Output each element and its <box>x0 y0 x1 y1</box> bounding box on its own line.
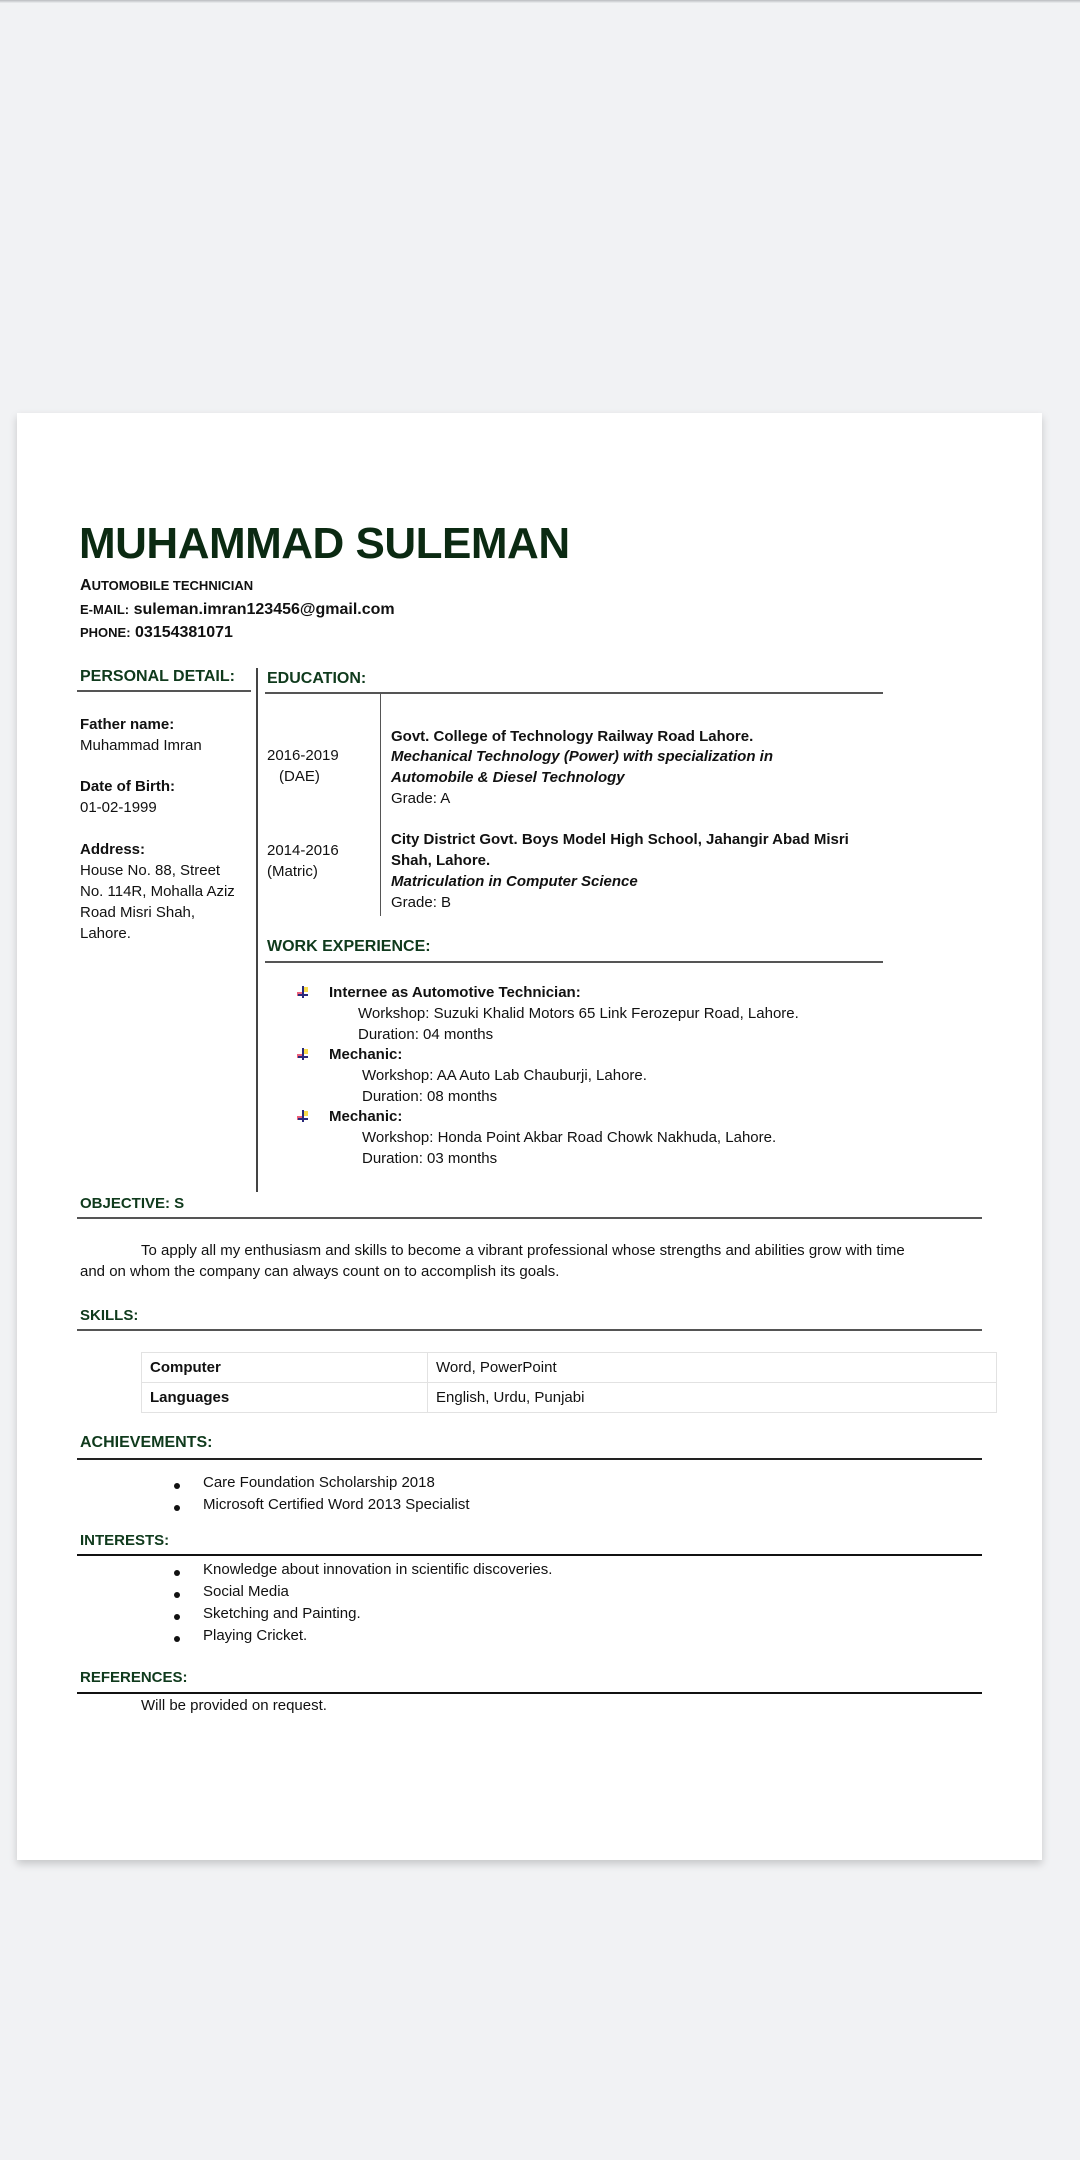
dob-value: 01-02-1999 <box>80 799 157 816</box>
interest-item: Playing Cricket. <box>203 1627 308 1644</box>
arrow-down-bullet-icon <box>296 1110 310 1124</box>
skills-heading: SKILLS: <box>80 1307 139 1324</box>
table-row <box>142 1353 997 1383</box>
candidate-name: MUHAMMAD SULEMAN <box>79 519 570 568</box>
job-workshop: Workshop: AA Auto Lab Chauburji, Lahore. <box>362 1067 647 1084</box>
edu-level: (Matric) <box>267 863 318 880</box>
address-line: Road Misri Shah, <box>80 904 196 921</box>
skills-table <box>141 1352 997 1413</box>
objective-text: To apply all my enthusiasm and skills to become a vibrant professional whose strengths and abilities grow with time <box>141 1242 905 1259</box>
achievements-divider <box>77 1458 982 1460</box>
father-label: Father name: <box>80 716 175 733</box>
phone-line: PHONE: 03154381071 <box>80 624 233 641</box>
edu-degree: Automobile & Diesel Technology <box>391 769 625 786</box>
objective-text: and on whom the company can always count on to accomplish its goals. <box>80 1263 560 1280</box>
top-shadow <box>0 0 1080 3</box>
job-workshop: Workshop: Honda Point Akbar Road Chowk Nakhuda, Lahore. <box>362 1129 777 1146</box>
email-value: suleman.imran123456@gmail.com <box>133 601 395 618</box>
edu-level: (DAE) <box>279 768 320 785</box>
education-divider <box>265 692 883 694</box>
interests-heading: INTERESTS: <box>80 1532 170 1549</box>
personal-detail-heading: PERSONAL DETAIL: <box>80 668 235 685</box>
address-line: House No. 88, Street <box>80 862 221 879</box>
edu-institution: Shah, Lahore. <box>391 852 491 869</box>
interest-item: Social Media <box>203 1583 289 1600</box>
skill-category: Computer <box>142 1353 428 1383</box>
skills-divider <box>77 1329 982 1331</box>
job-duration: Duration: 03 months <box>362 1150 498 1167</box>
achievements-heading: ACHIEVEMENTS: <box>80 1434 213 1451</box>
table-row <box>142 1383 997 1413</box>
resume-page <box>17 413 1042 1860</box>
edu-degree: Matriculation in Computer Science <box>391 873 638 890</box>
edu-grade: Grade: B <box>391 894 452 911</box>
interest-item: Knowledge about innovation in scientific discoveries. <box>203 1561 553 1578</box>
address-line: No. 114R, Mohalla Aziz <box>80 883 235 900</box>
achievement-item: Microsoft Certified Word 2013 Specialist <box>203 1496 470 1513</box>
arrow-down-bullet-icon <box>296 986 310 1000</box>
edu-years: 2016-2019 <box>267 747 339 764</box>
education-separator <box>380 694 381 916</box>
interests-divider <box>77 1554 982 1556</box>
objective-heading: OBJECTIVE: S <box>80 1195 185 1212</box>
bullet-icon <box>174 1592 180 1598</box>
skill-category: Languages <box>142 1383 428 1413</box>
bullet-icon <box>174 1505 180 1511</box>
references-heading: REFERENCES: <box>80 1669 188 1686</box>
interest-item: Sketching and Painting. <box>203 1605 361 1622</box>
job-role: Mechanic: <box>329 1046 403 1063</box>
personal-divider <box>77 690 251 692</box>
references-divider <box>77 1692 982 1694</box>
work-divider <box>265 961 883 963</box>
job-role: Mechanic: <box>329 1108 403 1125</box>
skill-value: Word, PowerPoint <box>428 1353 997 1383</box>
references-text: Will be provided on request. <box>141 1697 327 1714</box>
job-workshop: Workshop: Suzuki Khalid Motors 65 Link Ferozepur Road, Lahore. <box>358 1005 799 1022</box>
bullet-icon <box>174 1636 180 1642</box>
skill-value: English, Urdu, Punjabi <box>428 1383 997 1413</box>
email-line: E-MAIL: suleman.imran123456@gmail.com <box>80 601 395 618</box>
bullet-icon <box>174 1570 180 1576</box>
edu-grade: Grade: A <box>391 790 451 807</box>
achievement-item: Care Foundation Scholarship 2018 <box>203 1474 435 1491</box>
edu-institution: Govt. College of Technology Railway Road Lahore. <box>391 728 754 745</box>
column-separator <box>256 668 258 1192</box>
arrow-down-bullet-icon <box>296 1048 310 1062</box>
objective-divider <box>77 1217 982 1219</box>
father-value: Muhammad Imran <box>80 737 202 754</box>
dob-label: Date of Birth: <box>80 778 175 795</box>
job-role: Internee as Automotive Technician: <box>329 984 581 1001</box>
bullet-icon <box>174 1614 180 1620</box>
address-line: Lahore. <box>80 925 131 942</box>
phone-value: 03154381071 <box>135 624 233 641</box>
address-label: Address: <box>80 841 146 858</box>
job-duration: Duration: 04 months <box>358 1026 494 1043</box>
edu-institution: City District Govt. Boys Model High School, Jahangir Abad Misri <box>391 831 849 848</box>
edu-years: 2014-2016 <box>267 842 339 859</box>
work-heading: WORK EXPERIENCE: <box>267 938 431 955</box>
bullet-icon <box>174 1483 180 1489</box>
edu-degree: Mechanical Technology (Power) with specialization in <box>391 748 774 765</box>
job-title: AUTOMOBILE TECHNICIAN <box>80 577 254 594</box>
education-heading: EDUCATION: <box>267 670 367 687</box>
job-duration: Duration: 08 months <box>362 1088 498 1105</box>
